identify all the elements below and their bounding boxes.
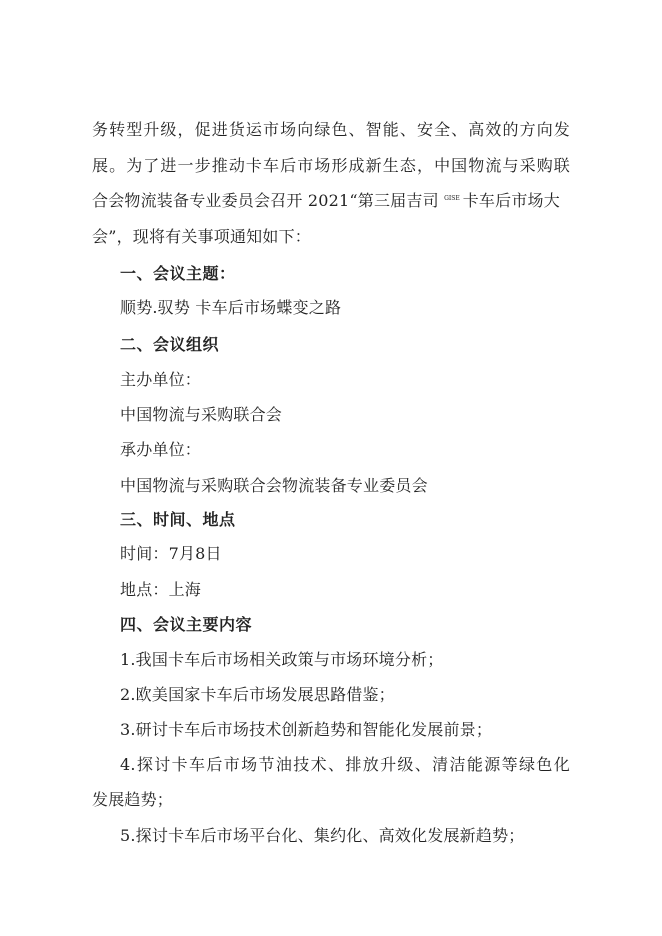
content-item-2: 2.欧美国家卡车后市场发展思路借鉴； bbox=[120, 685, 395, 704]
section-1-heading: 一、会议主题： bbox=[120, 264, 236, 283]
host-label: 主办单位： bbox=[120, 370, 202, 389]
content-item-1: 1.我国卡车后市场相关政策与市场环境分析； bbox=[120, 650, 444, 669]
organizer-label: 承办单位： bbox=[120, 440, 202, 459]
meeting-time: 时间：7月8日 bbox=[120, 544, 222, 563]
meeting-place: 地点：上海 bbox=[120, 580, 202, 599]
content-item-3: 3.研讨卡车后市场技术创新趋势和智能化发展前景； bbox=[120, 720, 493, 739]
section-2-heading: 二、会议组织 bbox=[120, 335, 220, 354]
intro-line-2: 展。为了进一步推动卡车后市场形成新生态，中国物流与采购联 bbox=[92, 156, 570, 175]
intro-line-3 bbox=[92, 190, 560, 216]
content-item-4-line-1: 4.探讨卡车后市场节油技术、排放升级、清洁能源等绿色化 bbox=[120, 755, 570, 774]
content-item-4-line-2: 发展趋势； bbox=[92, 790, 174, 809]
section-4-heading: 四、会议主要内容 bbox=[120, 615, 253, 634]
organizer-name: 中国物流与采购联合会物流装备专业委员会 bbox=[120, 476, 428, 495]
section-3-heading: 三、时间、地点 bbox=[120, 510, 236, 529]
intro-line-3-start: 合会物流装备专业委员会召开 2021“第三届吉司 bbox=[92, 191, 445, 210]
conference-theme: 顺势.驭势 卡车后市场蝶变之路 bbox=[120, 298, 342, 317]
content-item-5: 5.探讨卡车后市场平台化、集约化、高效化发展新趋势； bbox=[120, 826, 525, 845]
gise-mark: GISE bbox=[444, 195, 460, 202]
intro-line-3-end: 卡车后市场大 bbox=[462, 191, 560, 210]
intro-line-1: 务转型升级，促进货运市场向绿色、智能、安全、高效的方向发 bbox=[92, 120, 570, 139]
host-name: 中国物流与采购联合会 bbox=[120, 405, 283, 424]
intro-line-4: 会”，现将有关事项通知如下： bbox=[92, 227, 311, 246]
